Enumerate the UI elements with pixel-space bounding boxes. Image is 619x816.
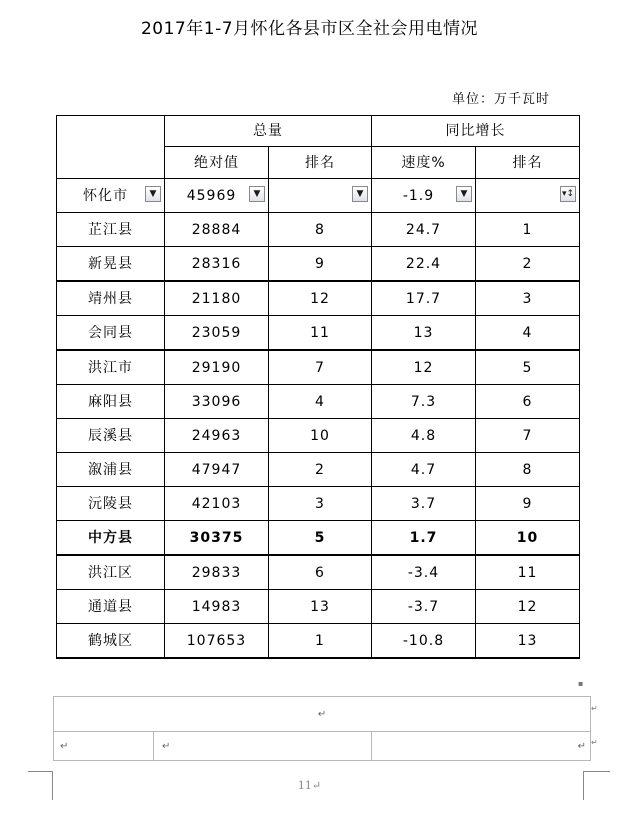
table-row	[57, 247, 580, 282]
cell-speed: -3.7	[372, 590, 476, 624]
cell-speed: 3.7	[372, 487, 476, 521]
header-growth: 同比增长	[372, 116, 580, 147]
cell-rank2: 11	[476, 555, 580, 590]
summary-speed-cell	[372, 179, 476, 213]
cell-rank2: 3	[476, 281, 580, 316]
cell-speed: -3.4	[372, 555, 476, 590]
summary-name-cell	[57, 179, 165, 213]
cell-rank2: 6	[476, 385, 580, 419]
summary-row	[57, 179, 580, 213]
cell-rank2: 1	[476, 213, 580, 247]
footer-table	[53, 696, 591, 761]
cell-name: 沅陵县	[57, 487, 165, 521]
cell-name: 溆浦县	[57, 453, 165, 487]
table-row	[57, 385, 580, 419]
row-end-mark: ↵	[591, 704, 598, 713]
dropdown-arrow-icon[interactable]: ▼	[145, 186, 161, 202]
cell-name: 会同县	[57, 316, 165, 351]
cell-name: 麻阳县	[57, 385, 165, 419]
electricity-table	[56, 115, 580, 659]
summary-name: 怀化市	[83, 187, 128, 204]
cell-speed: 12	[372, 350, 476, 385]
cell-speed: 4.8	[372, 419, 476, 453]
row-end-mark: ↵	[591, 738, 598, 747]
cell-name: 新晃县	[57, 247, 165, 282]
corner-mark: ▪	[578, 679, 584, 688]
cell-speed: 1.7	[372, 521, 476, 556]
cell-speed: 17.7	[372, 281, 476, 316]
table-row	[57, 350, 580, 385]
cell-rank: 8	[269, 213, 372, 247]
header-total: 总量	[165, 116, 372, 147]
return-mark: ↵	[162, 740, 171, 752]
cell-rank2: 13	[476, 624, 580, 659]
cell-rank2: 7	[476, 419, 580, 453]
table-row	[57, 316, 580, 351]
summary-value-cell	[165, 179, 269, 213]
summary-rank2-cell	[476, 179, 580, 213]
cell-value: 29833	[165, 555, 269, 590]
cell-value: 107653	[165, 624, 269, 659]
cell-rank: 10	[269, 419, 372, 453]
cell-rank2: 12	[476, 590, 580, 624]
cell-value: 23059	[165, 316, 269, 351]
table-row	[57, 624, 580, 659]
cell-rank2: 8	[476, 453, 580, 487]
page-number-value: 11	[297, 779, 312, 792]
header-corner	[57, 116, 165, 179]
cell-rank: 13	[269, 590, 372, 624]
document-title: 2017年1-7月怀化各县市区全社会用电情况	[140, 19, 479, 39]
cell-name: 洪江区	[57, 555, 165, 590]
cell-rank: 9	[269, 247, 372, 282]
cell-rank2: 2	[476, 247, 580, 282]
cell-name: 中方县	[57, 521, 165, 556]
cell-speed: 4.7	[372, 453, 476, 487]
header-abs-value: 绝对值	[165, 147, 269, 179]
summary-speed: -1.9	[402, 187, 435, 204]
dropdown-arrow-icon[interactable]: ▼	[352, 186, 368, 202]
cell-value: 33096	[165, 385, 269, 419]
cell-speed: 13	[372, 316, 476, 351]
summary-value: 45969	[186, 187, 237, 204]
table-row	[57, 419, 580, 453]
cell-name: 辰溪县	[57, 419, 165, 453]
header-rank-growth: 排名	[476, 147, 580, 179]
footer-cell-1	[54, 732, 154, 761]
cell-rank2: 9	[476, 487, 580, 521]
header-rank: 排名	[269, 147, 372, 179]
cell-value: 28316	[165, 247, 269, 282]
cell-value: 29190	[165, 350, 269, 385]
table-row	[57, 453, 580, 487]
page-number	[0, 779, 619, 792]
cell-rank2: 4	[476, 316, 580, 351]
footer-cell-2	[154, 732, 372, 761]
cell-name: 芷江县	[57, 213, 165, 247]
table-row	[57, 487, 580, 521]
cell-rank: 5	[269, 521, 372, 556]
unit-label: 单位：万千瓦时	[452, 92, 551, 107]
return-mark: ↵	[311, 779, 322, 792]
header-row-1	[57, 116, 580, 147]
cell-value: 21180	[165, 281, 269, 316]
dropdown-arrow-icon[interactable]: ▼	[249, 186, 265, 202]
cell-value: 24963	[165, 419, 269, 453]
cell-value: 30375	[165, 521, 269, 556]
return-mark: ↵	[60, 740, 69, 752]
dropdown-arrow-icon[interactable]: ▼	[456, 186, 472, 202]
cell-rank: 3	[269, 487, 372, 521]
cell-name: 通道县	[57, 590, 165, 624]
cell-speed: 7.3	[372, 385, 476, 419]
cell-rank: 7	[269, 350, 372, 385]
cell-rank: 11	[269, 316, 372, 351]
cell-rank: 2	[269, 453, 372, 487]
cell-name: 鹤城区	[57, 624, 165, 659]
table-row	[57, 521, 580, 556]
summary-rank-cell	[269, 179, 372, 213]
table-row	[57, 590, 580, 624]
cell-value: 14983	[165, 590, 269, 624]
cell-value: 47947	[165, 453, 269, 487]
sort-icon[interactable]: ▾↕	[560, 186, 576, 202]
cell-speed: -10.8	[372, 624, 476, 659]
cell-rank2: 10	[476, 521, 580, 556]
cell-speed: 22.4	[372, 247, 476, 282]
cell-rank2: 5	[476, 350, 580, 385]
table-row	[57, 281, 580, 316]
cell-name: 洪江市	[57, 350, 165, 385]
cell-rank: 6	[269, 555, 372, 590]
return-mark: ↵	[317, 708, 327, 720]
cell-speed: 24.7	[372, 213, 476, 247]
table-row	[57, 213, 580, 247]
cell-rank: 1	[269, 624, 372, 659]
cell-rank: 12	[269, 281, 372, 316]
header-speed: 速度%	[372, 147, 476, 179]
cell-value: 42103	[165, 487, 269, 521]
footer-cell-3	[372, 732, 591, 761]
cell-value: 28884	[165, 213, 269, 247]
cell-name: 靖州县	[57, 281, 165, 316]
table-row	[57, 555, 580, 590]
cell-rank: 4	[269, 385, 372, 419]
footer-cell-top	[54, 697, 591, 732]
return-mark: ↵	[577, 740, 587, 752]
